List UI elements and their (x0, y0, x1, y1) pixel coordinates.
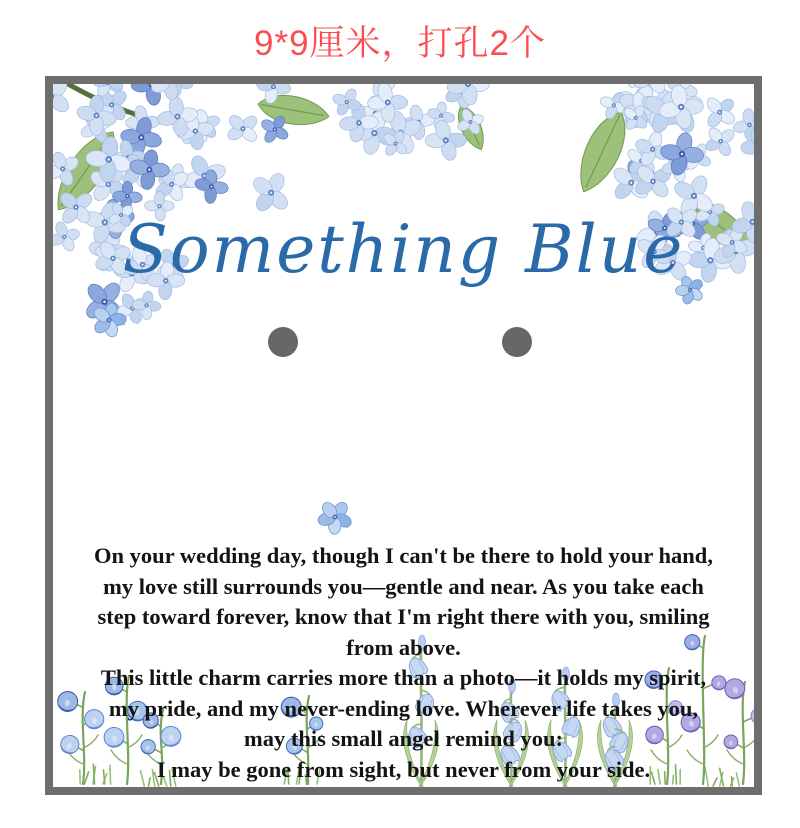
hydrangea-top-center (327, 84, 492, 165)
punch-hole-left (268, 327, 298, 357)
card-title: Something Blue (122, 211, 685, 288)
small-blossom-center (310, 492, 361, 542)
poem-line: This little charm carries more than a photo—it holds my spirit, (100, 665, 707, 690)
poem-text (53, 541, 754, 785)
poem-line: from above. (346, 634, 461, 660)
poem-line: step toward forever, know that I'm right there with you, smiling (97, 604, 710, 629)
punch-hole-right (502, 327, 532, 357)
poem-line: On your wedding day, though I can't be there to hold your hand, (94, 543, 713, 568)
poem-line: my pride, and my never-ending love. Wherever life takes you, (108, 695, 699, 721)
poem-line: I may be gone from sight, but never from your side. (156, 756, 651, 782)
poem-line: may this small angel remind you: (244, 726, 563, 751)
display-card (45, 76, 762, 795)
size-spec-label: 9*9厘米，打孔2个 (253, 24, 547, 63)
poem-line: my love still surrounds you—gentle and near. As you take each (103, 573, 704, 599)
